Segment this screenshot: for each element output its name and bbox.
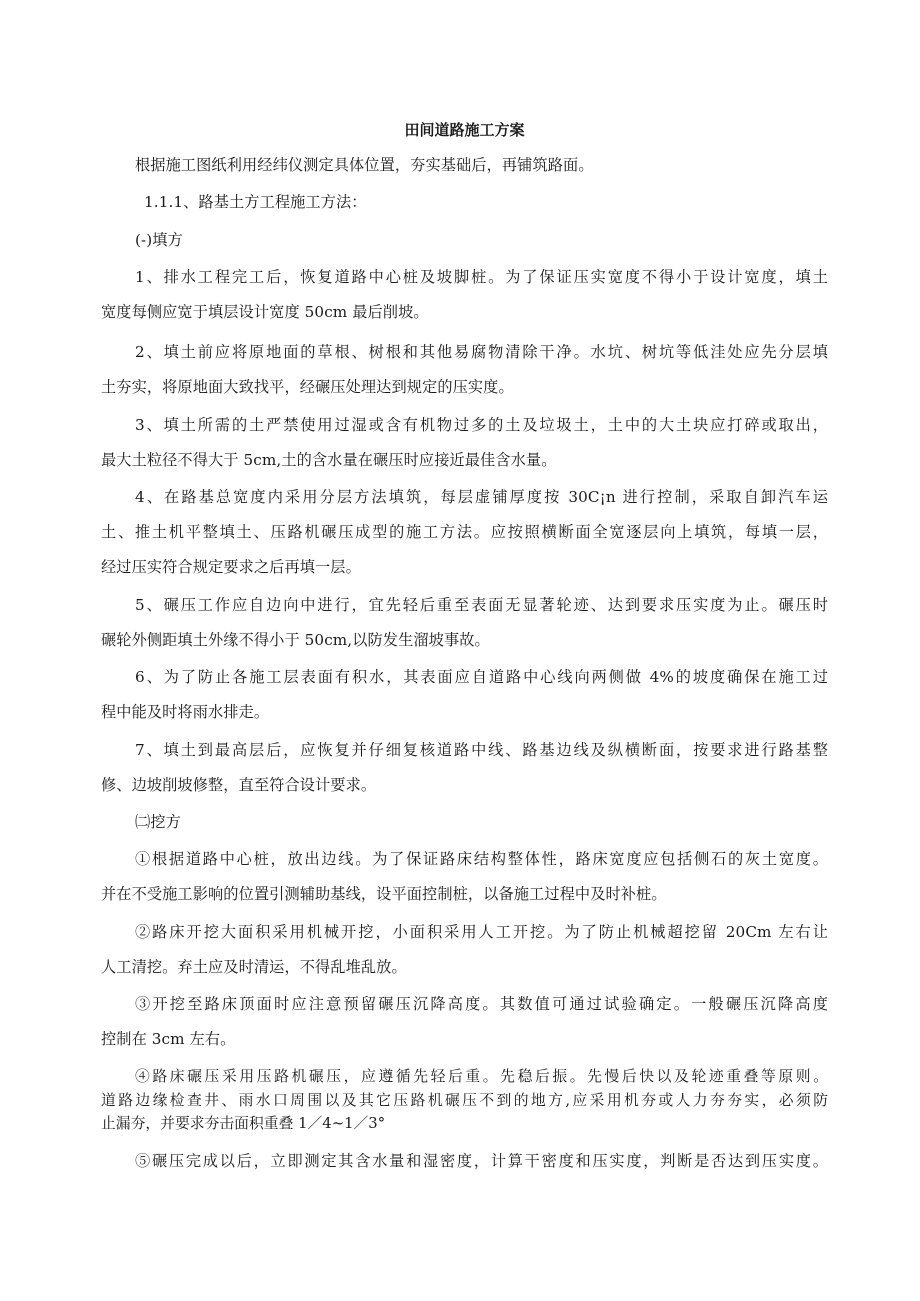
fill-item-2-line-2: 土夯实，将原地面大致找平，经碾压处理达到规定的压实度。 [101, 378, 514, 396]
fill-item-6-line-1: 6、为了防止各施工层表面有积水，其表面应自道路中心线向两侧做 4%的坡度确保在施工过 [135, 668, 828, 686]
intro-paragraph: 根据施工图纸利用经纬仪测定具体位置，夯实基础后，再铺筑路面。 [135, 156, 594, 174]
fill-item-4-line-3: 经过压实符合规定要求之后再填一层。 [101, 558, 361, 576]
fill-heading: (-)填方 [135, 231, 183, 249]
cut-item-5-line-1: ⑤碾压完成以后，立即测定其含水量和湿密度，计算干密度和压实度，判断是否达到压实度。 [135, 1152, 828, 1170]
section-heading: 1.1.1、路基土方工程施工方法： [144, 193, 367, 211]
fill-item-5-line-2: 碾轮外侧距填土外缘不得小于 50cm,以防发生溜坡事故。 [101, 631, 490, 649]
fill-item-7-line-1: 7、填土到最高层后，应恢复并仔细复核道路中线、路基边线及纵横断面，按要求进行路基整 [135, 741, 828, 759]
cut-item-3-line-2: 控制在 3cm 左右。 [101, 1030, 236, 1048]
fill-item-2-line-1: 2、填土前应将原地面的草根、树根和其他易腐物清除干净。水坑、树坑等低洼处应先分层填 [135, 343, 828, 361]
fill-item-5-line-1: 5、碾压工作应自边向中进行，宜先轻后重至表面无显著轮迹、达到要求压实度为止。碾压时 [135, 596, 828, 614]
cut-item-1-line-2: 并在不受施工影响的位置引测辅助基线，设平面控制桩，以备施工过程中及时补桩。 [101, 885, 667, 903]
fill-item-4-line-1: 4、在路基总宽度内采用分层方法填筑，每层虚铺厚度按 30C¡n 进行控制，采取自卸汽车运 [135, 488, 828, 506]
cut-item-2-line-1: ②路床开挖大面积采用机械开挖，小面积采用人工开挖。为了防止机械超挖留 20Cm 左右让 [135, 923, 828, 941]
fill-item-3-line-1: 3、填土所需的土严禁使用过湿或含有机物过多的土及垃圾土，土中的大土块应打碎或取出， [135, 416, 828, 434]
cut-item-4-line-2: 道路边缘检查井、雨水口周围以及其它压路机碾压不到的地方,应采用机夯或人力夯夯实，必须防 [101, 1092, 828, 1109]
fill-item-3-line-2: 最大土粒径不得大于 5cm,土的含水量在碾压时应接近最佳含水量。 [101, 451, 557, 469]
fill-item-6-line-2: 程中能及时将雨水排走。 [101, 703, 270, 721]
cut-item-2-line-2: 人工清挖。弃土应及时清运，不得乱堆乱放。 [101, 958, 407, 976]
cut-item-3-line-1: ③开挖至路床顶面时应注意预留碾压沉降高度。其数值可通过试验确定。一般碾压沉降高度 [135, 995, 828, 1013]
cut-heading: ㈡挖方 [135, 813, 181, 831]
fill-item-1-line-2: 宽度每侧应宽于填层设计宽度 50cm 最后削坡。 [101, 303, 429, 321]
document-title: 田间道路施工方案 [404, 121, 525, 139]
fill-item-7-line-2: 修、边坡削坡修整，直至符合设计要求。 [101, 776, 377, 794]
fill-item-1-line-1: 1、排水工程完工后，恢复道路中心桩及坡脚桩。为了保证压实宽度不得小于设计宽度，填土 [135, 268, 828, 286]
cut-item-1-line-1: ①根据道路中心桩，放出边线。为了保证路床结构整体性，路床宽度应包括侧石的灰土宽度。 [135, 850, 828, 868]
cut-item-4-line-1: ④路床碾压采用压路机碾压，应遵循先轻后重。先稳后振。先慢后快以及轮迹重叠等原则。 [135, 1068, 828, 1085]
cut-item-4-line-3: 止漏夯，并要求夯击面积重叠 1／4~1／3° [101, 1115, 386, 1132]
fill-item-4-line-2: 土、推土机平整填土、压路机碾压成型的施工方法。应按照横断面全宽逐层向上填筑，每填一层， [101, 523, 828, 541]
